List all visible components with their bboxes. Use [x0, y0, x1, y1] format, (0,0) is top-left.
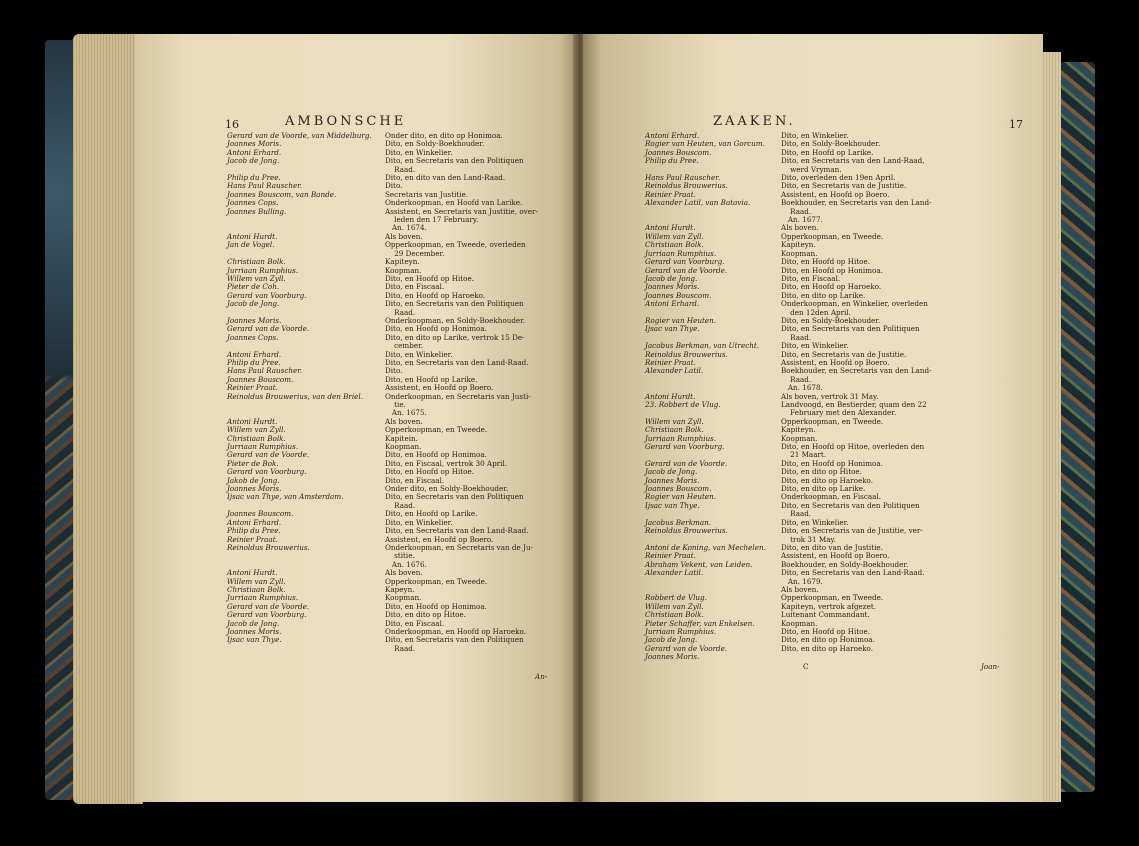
left-roles-column: Onder dito, en dito op Honimoa. Dito, en Soldy-Boekhouder. Dito, en Winkelier. Dito, en Secretaris van den Politiquen Raad. Dito, en dito van den Land-Raad. Dito. Secretaris van Justitie. Onderkoopman, en Hoofd van Larike. Assistent, en Secretaris van Justitie, over- leden den 17 February. An. 1674. Als boven. Opperkoopman, en Tweede, overleden 29 December. Kapiteyn. Koopman. Dito, en Hoofd op Hitoe. Dito, en Fiscaal. Dito, en Hoofd op Haroeko. Dito, en Secretaris van den Politiquen Raad. Onderkoopman, en Soldy-Boekhouder. Dito, en Hoofd op Honimoa. Dito, en dito op Larike, vertrok 15 De- cember. Dito, en Winkelier. Dito, en Secretaris van den Land-Raad. Dito. Dito, en Hoofd op Larike. Assistent, en Hoofd op Boero. Onderkoopman, en Secretaris van Justi- tie. An. 1675. Als boven. Opperkoopman, en Tweede. Kapitein. Koopman. Dito, en Hoofd op Honimoa. Dito, en Fiscaal, vertrok 30 April. Dito, en Hoofd op Hitoe. Dito, en Fiscaal. Onder dito, en Soldy-Boekhouder. Dito, en Secretaris van den Politiquen Raad. Dito, en Hoofd op Larike. Dito, en Winkelier. Dito, en Secretaris van den Land-Raad. Assistent, en Hoofd op Boero. Onderkoopman, en Secretaris van de Ju- stitie. An. 1676. Als boven. Opperkoopman, en Tweede. Kapeyn. Koopman. Dito, en Hoofd op Honimoa. Dito, en dito op Hitoe. Dito, en Fiscaal. Onderkoopman, en Hoofd op Haroeko. Dito, en Secretaris van den Politiquen Raad. — [385, 131, 538, 653]
right-roles-column: Dito, en Winkelier. Dito, en Soldy-Boekhouder. Dito, en Hoofd op Larike. Dito, en Secretaris van den Land-Raad, werd Vryman. Dito, overleden den 19en April. Dito, en Secretaris van de Justitie. Assistent, en Hoofd op Boero. Boekhouder, en Secretaris van den Land- Raad. An. 1677. Als boven. Opperkoopman, en Tweede. Kapiteyn. Koopman. Dito, en Hoofd op Hitoe. Dito, en Hoofd op Honimoa. Dito, en Fiscaal. Dito, en Hoofd op Haroeko. Dito, en dito op Larike. Onderkoopman, en Winkelier, overleden den 12den April. Dito, en Soldy-Boekhouder. Dito, en Secretaris van den Politiquen Raad. Dito, en Winkelier. Dito, en Secretaris van de Justitie. Assistent, en Hoofd op Boero. Boekhouder, en Secretaris van den Land- Raad. An. 1678. Als boven, vertrok 31 May. Landvoogd, en Bestierder, quam den 22 February met den Alexander. Opperkoopman, en Tweede. Kapiteyn. Koopman. Dito, en Hoofd op Hitoe, overleden den 21 Maart. Dito, en Hoofd op Honimoa. Dito, en dito op Hitoe. Dito, en dito op Haroeko. Dito, en dito op Larike. Onderkoopman, en Fiscaal. Dito, en Secretaris van den Politiquen Raad. Dito, en Winkelier. Dito, en Secretaris van de Justitie, ver- trok 31 May. Dito, en dito van de Justitie. Assistent, en Hoofd op Boero. Boekhouder, en Soldy-Boekhouder. Dito, en Secretaris van den Land-Raad. An. 1679. Als boven. Opperkoopman, en Tweede. Kapiteyn, vertrok afgezet. Luitenant Commandant. Koopman. Dito, en Hoofd op Hitoe. Dito, en dito op Honimoa. Dito, en dito op Haroeko. — [781, 131, 932, 653]
left-names-column: Gerard van de Voorde, van Middelburg. Joannes Moris. Antoni Erhard. Jacob de Jong. Philip du Pree. Hans Paul Rauscher. Joannes Bouscom, van Bande. Joannes Cops. Joannes Bulling. Antoni Hurdt. Jan de Vogel. Christiaan Bolk. Jurriaan Rumphius. Willem van Zyll. Pieter de Coh. Gerard van Voorburg. Jacob de Jong. Joannes Moris. Gerard van de Voorde. Joannes Cops. Antoni Erhard. Philip du Pree. Hans Paul Rauscher. Joannes Bouscom. Reinier Praat. Reinoldus Brouwerius, van den Briel. Antoni Hurdt. Willem van Zyll. Christiaan Bolk. Jurriaan Rumphius. Gerard van de Voorde. Pieter de Bok. Gerard van Voorburg. Jakob de Jong. Joannes Moris. Ijsac van Thye, van Amsterdam. Joannes Bouscom. Antoni Erhard. Philip du Pree. Reinier Praat. Reinoldus Brouwerius. Antoni Hurdt. Willem van Zyll. Christiaan Bolk. Jurriaan Rumphius. Gerard van de Voorde. Gerard van Voorburg. Jacob de Jong. Joannes Moris. Ijsac van Thye. — [227, 131, 372, 645]
left-running-head: AMBONSCHE — [285, 114, 407, 129]
left-catchword: An- — [535, 672, 548, 681]
right-running-head: ZAAKEN. — [713, 114, 796, 129]
right-catchword: Joan- — [981, 662, 1000, 671]
right-page — [583, 34, 1043, 802]
page-edges-left — [73, 34, 143, 804]
open-book — [45, 22, 1095, 808]
right-names-column: Antoni Erhard. Rogier van Heuten, van Gorcum. Joannes Bouscom. Philip du Pree. Hans Paul Rauscher. Reinoldus Brouwerius. Reinier Praat. Alexander Latil, van Batavia. Antoni Hurdt. Willem van Zyll. Christiaan Bolk. Jurriaan Rumphius. Gerard van Voorburg. Gerard van de Voorde. Jacob de Jong. Joannes Moris. Joannes Bouscom. Antoni Erhard. Rogier van Heuten. Ijsac van Thye. Jacobus Berkman, van Utrecht. Reinoldus Brouwerius. Reinier Praat. Alexander Latil. Antoni Hurdt. 23. Robbert de Vlug. Willem van Zyll. Christiaan Bolk. Jurriaan Rumphius. Gerard van Voorburg. Gerard van de Voorde. Jacob de Jong. Joannes Moris. Joannes Bouscom. Rogier van Heuten. Ijsac van Thye. Jacobus Berkman. Reinoldus Brouwerius. Antoni de Koning, van Mechelen. Reinier Praat. Abraham Vekent, van Leiden. Alexander Latil. Robbert de Vlug. Willem van Zyll. Christiaan Bolk. Pieter Schaffer, van Enkelsen. Jurriaan Rumphius. Jacob de Jong. Gerard van de Voorde. Joannes Moris. — [645, 131, 766, 662]
right-page-number: 17 — [1009, 118, 1023, 131]
left-page — [135, 34, 577, 802]
left-page-number: 16 — [225, 118, 239, 131]
right-signature-mark: C — [803, 662, 809, 671]
